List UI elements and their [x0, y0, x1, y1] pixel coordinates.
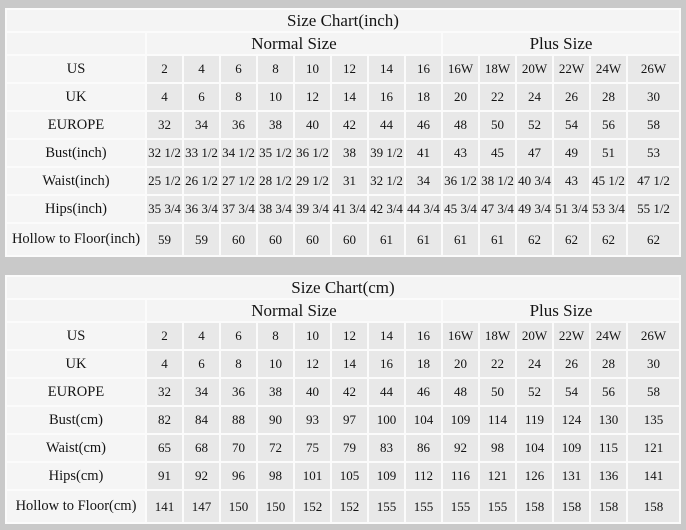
size-cell: 131 [554, 463, 589, 489]
size-cell: 16W [443, 56, 478, 82]
size-cell: 20W [517, 323, 552, 349]
corner-cell [7, 33, 145, 54]
size-cell: 46 [406, 112, 441, 138]
size-cell: 147 [184, 491, 219, 522]
size-cell: 20 [443, 84, 478, 110]
row-label: US [7, 56, 145, 82]
size-cell: 45 3/4 [443, 196, 478, 222]
size-cell: 158 [591, 491, 626, 522]
size-cell: 44 [369, 112, 404, 138]
size-cell: 62 [554, 224, 589, 255]
size-cell: 36 1/2 [295, 140, 330, 166]
size-cell: 18 [406, 351, 441, 377]
row-label: Waist(inch) [7, 168, 145, 194]
size-cell: 40 [295, 379, 330, 405]
size-cell: 38 3/4 [258, 196, 293, 222]
size-cell: 152 [332, 491, 367, 522]
size-cell: 53 [628, 140, 679, 166]
size-cell: 58 [628, 112, 679, 138]
size-cell: 8 [221, 351, 256, 377]
size-cell: 48 [443, 379, 478, 405]
size-cell: 54 [554, 112, 589, 138]
size-cell: 158 [628, 491, 679, 522]
size-cell: 61 [369, 224, 404, 255]
size-cell: 14 [369, 323, 404, 349]
size-cell: 20 [443, 351, 478, 377]
size-cell: 141 [628, 463, 679, 489]
size-cell: 24W [591, 323, 626, 349]
size-cell: 30 [628, 84, 679, 110]
size-cell: 34 [406, 168, 441, 194]
size-cell: 39 3/4 [295, 196, 330, 222]
size-cell: 141 [147, 491, 182, 522]
size-cell: 51 3/4 [554, 196, 589, 222]
size-cell: 32 1/2 [369, 168, 404, 194]
size-cell: 155 [369, 491, 404, 522]
row-label: Bust(inch) [7, 140, 145, 166]
size-cell: 104 [406, 407, 441, 433]
size-cell: 36 [221, 379, 256, 405]
table-row [7, 323, 679, 349]
table-row [7, 140, 679, 166]
size-cell: 109 [443, 407, 478, 433]
size-cell: 126 [517, 463, 552, 489]
size-cell: 35 3/4 [147, 196, 182, 222]
size-cell: 12 [332, 323, 367, 349]
size-cell: 92 [443, 435, 478, 461]
size-cell: 33 1/2 [184, 140, 219, 166]
table-title: Size Chart(cm) [7, 277, 679, 298]
table-row [7, 435, 679, 461]
size-cell: 20W [517, 56, 552, 82]
group-header-row [7, 33, 679, 54]
size-cell: 52 [517, 112, 552, 138]
size-cell: 8 [258, 56, 293, 82]
size-cell: 18W [480, 323, 515, 349]
size-cell: 121 [628, 435, 679, 461]
size-cell: 92 [184, 463, 219, 489]
size-cell: 51 [591, 140, 626, 166]
size-chart-cm-table [5, 275, 681, 524]
table-row [7, 379, 679, 405]
size-cell: 27 1/2 [221, 168, 256, 194]
size-cell: 26 1/2 [184, 168, 219, 194]
size-cell: 60 [295, 224, 330, 255]
table-row [7, 463, 679, 489]
size-cell: 12 [332, 56, 367, 82]
size-cell: 41 3/4 [332, 196, 367, 222]
size-chart-inch-table [5, 8, 681, 257]
size-cell: 36 1/2 [443, 168, 478, 194]
size-cell: 62 [591, 224, 626, 255]
size-cell: 90 [258, 407, 293, 433]
size-cell: 40 3/4 [517, 168, 552, 194]
size-cell: 152 [295, 491, 330, 522]
row-label: EUROPE [7, 379, 145, 405]
size-cell: 44 [369, 379, 404, 405]
size-cell: 34 1/2 [221, 140, 256, 166]
size-cell: 158 [517, 491, 552, 522]
size-cell: 42 [332, 379, 367, 405]
size-cell: 109 [369, 463, 404, 489]
size-cell: 4 [147, 84, 182, 110]
row-label: Hollow to Floor(inch) [7, 224, 145, 255]
size-cell: 10 [258, 84, 293, 110]
size-cell: 135 [628, 407, 679, 433]
size-cell: 75 [295, 435, 330, 461]
size-cell: 42 [332, 112, 367, 138]
size-cell: 6 [221, 323, 256, 349]
size-cell: 26 [554, 84, 589, 110]
size-cell: 50 [480, 379, 515, 405]
size-cell: 83 [369, 435, 404, 461]
size-cell: 47 1/2 [628, 168, 679, 194]
size-cell: 12 [295, 351, 330, 377]
table-row [7, 224, 679, 255]
row-label: Hips(cm) [7, 463, 145, 489]
size-cell: 59 [147, 224, 182, 255]
table-title-row [7, 10, 679, 31]
size-cell: 47 [517, 140, 552, 166]
size-cell: 158 [554, 491, 589, 522]
size-cell: 34 [184, 112, 219, 138]
size-cell: 24 [517, 84, 552, 110]
size-cell: 61 [443, 224, 478, 255]
size-cell: 6 [221, 56, 256, 82]
size-cell: 32 1/2 [147, 140, 182, 166]
size-cell: 155 [406, 491, 441, 522]
size-cell: 104 [517, 435, 552, 461]
size-cell: 91 [147, 463, 182, 489]
size-cell: 100 [369, 407, 404, 433]
size-cell: 6 [184, 84, 219, 110]
size-cell: 109 [554, 435, 589, 461]
size-cell: 43 [443, 140, 478, 166]
size-cell: 98 [258, 463, 293, 489]
size-cell: 53 3/4 [591, 196, 626, 222]
size-cell: 86 [406, 435, 441, 461]
size-cell: 22 [480, 84, 515, 110]
size-cell: 28 [591, 84, 626, 110]
table-title: Size Chart(inch) [7, 10, 679, 31]
size-cell: 35 1/2 [258, 140, 293, 166]
size-cell: 46 [406, 379, 441, 405]
group-header-row [7, 300, 679, 321]
size-cell: 4 [184, 323, 219, 349]
row-label: Hips(inch) [7, 196, 145, 222]
size-cell: 18 [406, 84, 441, 110]
table-row [7, 351, 679, 377]
size-cell: 37 3/4 [221, 196, 256, 222]
size-cell: 50 [480, 112, 515, 138]
size-cell: 155 [480, 491, 515, 522]
row-label: US [7, 323, 145, 349]
size-cell: 10 [295, 56, 330, 82]
size-cell: 65 [147, 435, 182, 461]
size-cell: 39 1/2 [369, 140, 404, 166]
size-cell: 93 [295, 407, 330, 433]
size-cell: 72 [258, 435, 293, 461]
size-cell: 70 [221, 435, 256, 461]
size-cell: 56 [591, 112, 626, 138]
size-cell: 34 [184, 379, 219, 405]
size-cell: 36 [221, 112, 256, 138]
size-cell: 22 [480, 351, 515, 377]
table-row [7, 168, 679, 194]
row-label: EUROPE [7, 112, 145, 138]
size-cell: 28 1/2 [258, 168, 293, 194]
size-cell: 14 [332, 351, 367, 377]
size-cell: 55 1/2 [628, 196, 679, 222]
size-cell: 32 [147, 112, 182, 138]
size-cell: 136 [591, 463, 626, 489]
size-cell: 88 [221, 407, 256, 433]
size-cell: 61 [406, 224, 441, 255]
size-cell: 82 [147, 407, 182, 433]
size-cell: 26W [628, 323, 679, 349]
row-label: Hollow to Floor(cm) [7, 491, 145, 522]
size-cell: 2 [147, 323, 182, 349]
size-cell: 38 1/2 [480, 168, 515, 194]
size-cell: 121 [480, 463, 515, 489]
size-cell: 18W [480, 56, 515, 82]
size-cell: 155 [443, 491, 478, 522]
size-cell: 130 [591, 407, 626, 433]
size-cell: 32 [147, 379, 182, 405]
size-cell: 112 [406, 463, 441, 489]
size-cell: 38 [258, 112, 293, 138]
size-cell: 97 [332, 407, 367, 433]
table-row [7, 112, 679, 138]
row-label: UK [7, 84, 145, 110]
size-cell: 4 [147, 351, 182, 377]
size-cell: 14 [369, 56, 404, 82]
size-cell: 150 [221, 491, 256, 522]
size-cell: 58 [628, 379, 679, 405]
size-cell: 10 [258, 351, 293, 377]
row-label: UK [7, 351, 145, 377]
size-cell: 26 [554, 351, 589, 377]
size-cell: 96 [221, 463, 256, 489]
corner-cell [7, 300, 145, 321]
group-header-plus-size: Plus Size [443, 300, 679, 321]
size-cell: 45 [480, 140, 515, 166]
size-cell: 22W [554, 56, 589, 82]
size-cell: 10 [295, 323, 330, 349]
row-label: Waist(cm) [7, 435, 145, 461]
size-cell: 30 [628, 351, 679, 377]
size-cell: 4 [184, 56, 219, 82]
size-cell: 79 [332, 435, 367, 461]
size-cell: 101 [295, 463, 330, 489]
size-cell: 60 [332, 224, 367, 255]
size-cell: 61 [480, 224, 515, 255]
size-cell: 60 [258, 224, 293, 255]
table-row [7, 407, 679, 433]
size-cell: 38 [258, 379, 293, 405]
size-cell: 56 [591, 379, 626, 405]
size-cell: 62 [628, 224, 679, 255]
size-cell: 49 [554, 140, 589, 166]
size-cell: 2 [147, 56, 182, 82]
size-cell: 24 [517, 351, 552, 377]
size-cell: 26W [628, 56, 679, 82]
size-cell: 16W [443, 323, 478, 349]
size-cell: 43 [554, 168, 589, 194]
size-cell: 28 [591, 351, 626, 377]
size-cell: 22W [554, 323, 589, 349]
row-label: Bust(cm) [7, 407, 145, 433]
table-row [7, 491, 679, 522]
size-cell: 29 1/2 [295, 168, 330, 194]
size-cell: 8 [221, 84, 256, 110]
size-cell: 36 3/4 [184, 196, 219, 222]
size-cell: 40 [295, 112, 330, 138]
size-cell: 62 [517, 224, 552, 255]
size-cell: 114 [480, 407, 515, 433]
size-cell: 84 [184, 407, 219, 433]
size-cell: 115 [591, 435, 626, 461]
size-cell: 52 [517, 379, 552, 405]
size-cell: 59 [184, 224, 219, 255]
size-cell: 49 3/4 [517, 196, 552, 222]
size-cell: 8 [258, 323, 293, 349]
size-cell: 47 3/4 [480, 196, 515, 222]
group-header-normal-size: Normal Size [147, 300, 441, 321]
size-cell: 16 [406, 323, 441, 349]
size-cell: 68 [184, 435, 219, 461]
size-cell: 41 [406, 140, 441, 166]
size-cell: 45 1/2 [591, 168, 626, 194]
size-cell: 44 3/4 [406, 196, 441, 222]
table-title-row [7, 277, 679, 298]
size-cell: 60 [221, 224, 256, 255]
group-header-plus-size: Plus Size [443, 33, 679, 54]
size-cell: 16 [369, 351, 404, 377]
size-cell: 98 [480, 435, 515, 461]
size-cell: 124 [554, 407, 589, 433]
size-cell: 42 3/4 [369, 196, 404, 222]
size-cell: 116 [443, 463, 478, 489]
size-cell: 150 [258, 491, 293, 522]
size-cell: 31 [332, 168, 367, 194]
table-row [7, 84, 679, 110]
table-row [7, 196, 679, 222]
size-cell: 14 [332, 84, 367, 110]
size-cell: 119 [517, 407, 552, 433]
size-cell: 25 1/2 [147, 168, 182, 194]
size-cell: 48 [443, 112, 478, 138]
size-cell: 105 [332, 463, 367, 489]
size-cell: 12 [295, 84, 330, 110]
size-cell: 6 [184, 351, 219, 377]
size-cell: 38 [332, 140, 367, 166]
size-cell: 16 [369, 84, 404, 110]
size-cell: 16 [406, 56, 441, 82]
size-cell: 54 [554, 379, 589, 405]
size-cell: 24W [591, 56, 626, 82]
group-header-normal-size: Normal Size [147, 33, 441, 54]
table-row [7, 56, 679, 82]
